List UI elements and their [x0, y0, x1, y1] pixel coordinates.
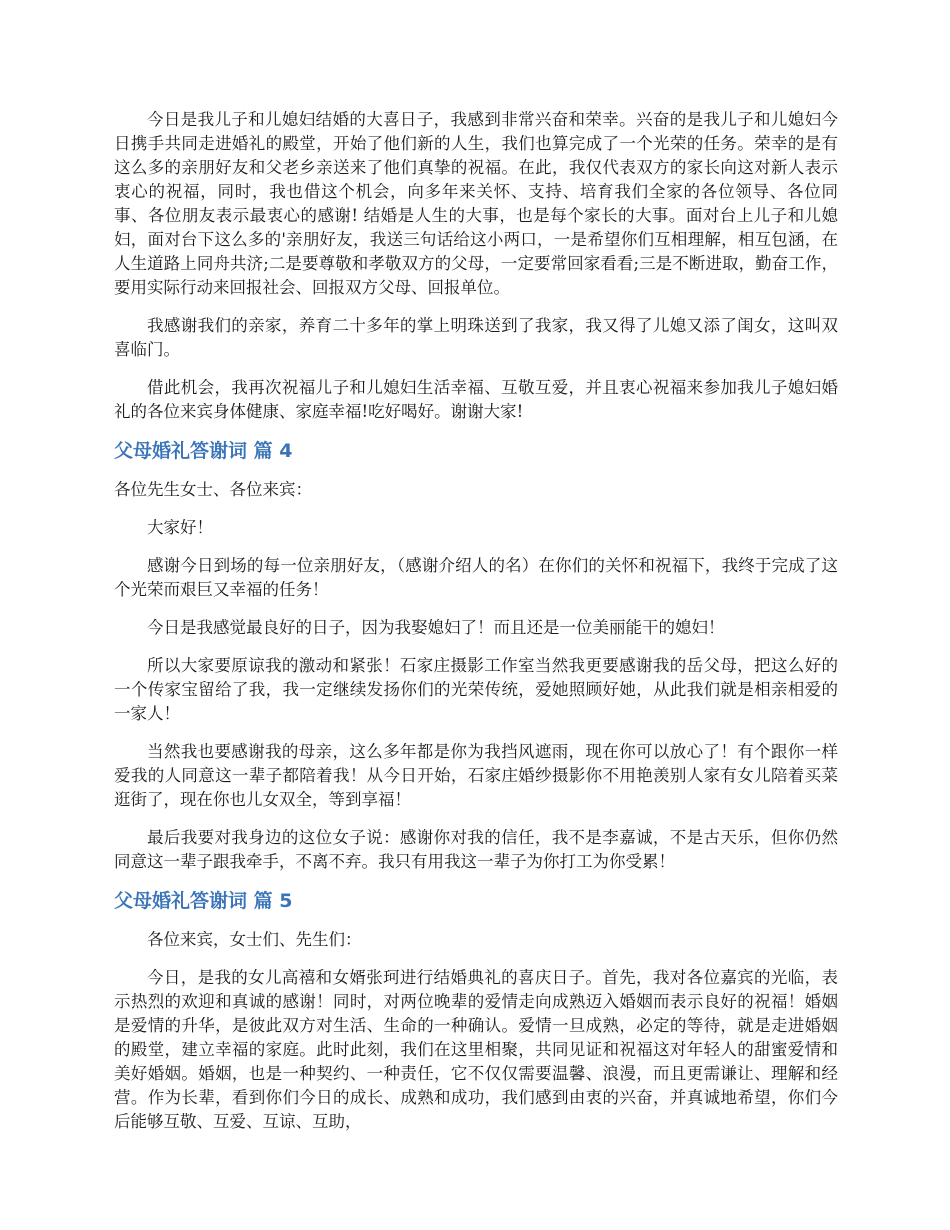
section4-paragraph-5: 当然我也要感谢我的母亲，这么多年都是你为我挡风遮雨，现在你可以放心了！有个跟你一样爱我的人同意这一辈子都陪着我！从今日开始，石家庄婚纱摄影你不用艳羡别人家有女儿陪着买菜逛街了，现在你也儿女双全，等到享福！	[114, 742, 838, 809]
section5-paragraph-1: 各位来宾，女士们、先生们：	[147, 930, 362, 949]
document-body	[114, 108, 838, 1148]
section3-paragraph-3: 借此机会，我再次祝福儿子和儿媳妇生活幸福、互敬互爱，并且衷心祝福来参加我儿子媳妇婚礼的各位来宾身体健康、家庭幸福!吃好喝好。谢谢大家!	[114, 378, 838, 421]
section4-paragraph-4: 所以大家要原谅我的激动和紧张！石家庄摄影工作室当然我更要感谢我的岳父母，把这么好的一个传家宝留给了我，我一定继续发扬你们的光荣传统，爱她照顾好她，从此我们就是相亲相爱的一家人！	[114, 656, 838, 723]
section5-paragraph-2: 今日，是我的女儿高禧和女婿张珂进行结婚典礼的喜庆日子。首先，我对各位嘉宾的光临，表示热烈的欢迎和真诚的感谢！同时，对两位晚辈的爱情走向成熟迈入婚姻而表示良好的祝福！婚姻是爱情的升华，是彼此双方对生活、生命的一种确认。爱情一旦成熟，必定的等待，就是走进婚姻的殿堂，建立幸福的家庭。此时此刻，我们在这里相聚，共同见证和祝福这对年轻人的甜蜜爱情和美好婚姻。婚姻，也是一种契约、一种责任，它不仅仅需要温馨、浪漫，而且更需谦让、理解和经营。作为长辈，看到你们今日的成长、成熟和成功，我们感到由衷的兴奋，并真诚地希望，你们今后能够互敬、互爱、互谅、互助，	[114, 968, 838, 1131]
section5-heading: 父母婚礼答谢词 篇 5	[114, 890, 293, 912]
section4-paragraph-3: 今日是我感觉最良好的日子，因为我娶媳妇了！而且还是一位美丽能干的媳妇！	[147, 618, 725, 637]
section4-paragraph-2: 感谢今日到场的每一位亲朋好友，（感谢介绍人的名）在你们的关怀和祝福下，我终于完成了这个光荣而艰巨又幸福的任务！	[114, 556, 838, 599]
section4-greeting: 各位先生女士、各位来宾：	[114, 480, 312, 499]
section4-paragraph-1: 大家好！	[147, 518, 213, 537]
section3-paragraph-2: 我感谢我们的亲家，养育二十多年的掌上明珠送到了我家，我又得了儿媳又添了闺女，这叫双喜临门。	[114, 316, 838, 359]
section4-paragraph-6: 最后我要对我身边的这位女子说：感谢你对我的信任，我不是李嘉诚，不是古天乐，但你仍然同意这一辈子跟我牵手，不离不弃。我只有用我这一辈子为你打工为你受累！	[114, 828, 838, 871]
section4-heading: 父母婚礼答谢词 篇 4	[114, 440, 293, 462]
section3-paragraph-1: 今日是我儿子和儿媳妇结婚的大喜日子，我感到非常兴奋和荣幸。兴奋的是我儿子和儿媳妇今日携手共同走进婚礼的殿堂，开始了他们新的人生，我们也算完成了一个光荣的任务。荣幸的是有这么多的亲朋好友和父老乡亲送来了他们真挚的祝福。在此，我仅代表双方的家长向这对新人表示衷心的祝福，同时，我也借这个机会，向多年来关怀、支持、培育我们全家的各位领导、各位同事、各位朋友表示最衷心的感谢! 结婚是人生的大事，也是每个家长的大事。面对台上儿子和儿媳妇，面对台下这么多的'亲朋好友，我送三句话给这小两口，一是希望你们互相理解，相互包涵，在人生道路上同舟共济;二是要尊敬和孝敬双方的父母，一定要常回家看看;三是不断进取，勤奋工作，要用实际行动来回报社会、回报双方父母、回报单位。	[114, 110, 838, 297]
